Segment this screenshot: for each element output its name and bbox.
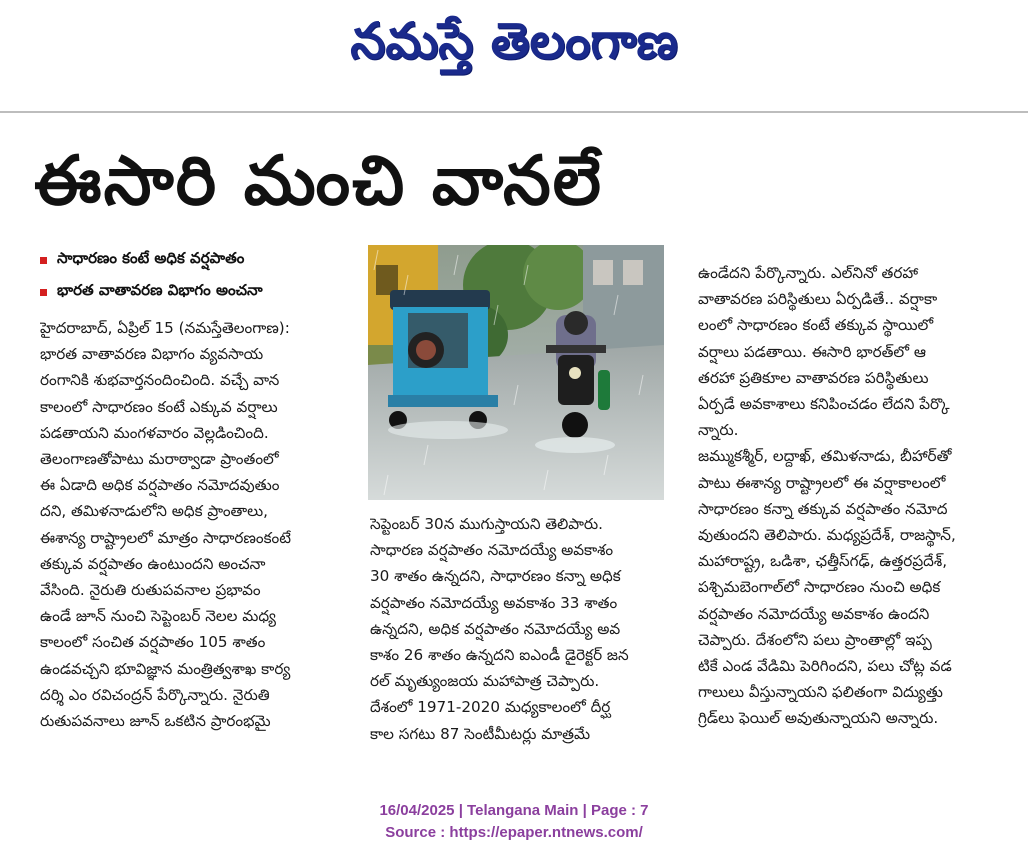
- text-line: ఏర్పడే అవకాశాలు కనిపించడం లేదని పేర్కొ: [698, 395, 950, 414]
- text-line: సెప్టెంబర్ 30న ముగుస్తాయని తెలిపారు.: [370, 515, 604, 533]
- text-line: ఉండే జూన్ నుంచి సెప్టెంబర్ నెలల మధ్య: [40, 607, 276, 626]
- text-line: వాతావరణ పరిస్థితులు ఏర్పడితే.. వర్షాకా: [698, 290, 938, 309]
- text-line: 30 శాతం ఉన్నదని, సాధారణం కన్నా అధిక: [370, 567, 621, 586]
- text-line: భారత వాతావరణ విభాగం వ్యవసాయ: [40, 345, 264, 364]
- text-line: ఈ ఏడాది అధిక వర్షపాతం నమోదవుతుం: [40, 476, 280, 495]
- text-line: లంలో సాధారణం కంటే తక్కువ స్థాయిలో: [698, 316, 934, 335]
- text-line: రల్ మృత్యుంజయ మహాపాత్ర చెప్పారు.: [370, 672, 600, 691]
- text-line: జమ్ముకశ్మీర్, లద్దాఖ్, తమిళనాడు, బీహార్‌తో: [698, 447, 952, 466]
- masthead-logo: నమస్తే తెలంగాణ: [350, 12, 678, 70]
- text-line: దర్శి ఎం రవిచంద్రన్ పేర్కొన్నారు. నైరుతి: [40, 685, 270, 704]
- text-line: పశ్చిమబెంగాల్‌లో సాధారణం నుంచి అధిక: [698, 578, 941, 597]
- text-line: హైదరాబాద్, ఏప్రిల్ 15 (నమస్తేతెలంగాణ):: [40, 319, 290, 337]
- text-line: పాటు ఈశాన్య రాష్ట్రాలలో ఈ వర్షాకాలంలో: [698, 473, 946, 492]
- text-line: వుతుందని తెలిపారు. మధ్యప్రదేశ్, రాజస్థాన్,: [698, 526, 956, 545]
- text-line: కాల సగటు 87 సెంటీమీటర్లు మాత్రమే: [370, 724, 591, 743]
- text-line: కాలంలో సంచిత వర్షపాతం 105 శాతం: [40, 633, 266, 652]
- bullet-text: సాధారణం కంటే అధిక వర్షపాతం: [57, 249, 245, 267]
- bullet-marker: [40, 257, 47, 264]
- text-line: కాశం 26 శాతం ఉన్నదని ఐఎండీ డైరెక్టర్ జన: [370, 646, 629, 665]
- text-line: తక్కువ వర్షపాతం ఉంటుందని అంచనా: [40, 554, 266, 573]
- article-column-3: [698, 260, 994, 732]
- text-line: టికే ఎండ వేడిమి పెరిగిందని, పలు చోట్ల వడ: [698, 657, 952, 676]
- rain-street-illustration: [368, 245, 664, 500]
- bullet-item: [40, 244, 360, 276]
- text-line: దని, తమిళనాడులోని అధిక ప్రాంతాలు,: [40, 502, 268, 521]
- rain-photo: [368, 245, 664, 500]
- bullet-item: [40, 276, 360, 308]
- text-line: చెప్పారు. దేశంలోని పలు ప్రాంతాల్లో ఇప్ప: [698, 630, 932, 649]
- text-line: గాలులు వీస్తున్నాయని ఫలితంగా విద్యుత్తు: [698, 683, 943, 702]
- text-line: రుతుపవనాలు జూన్ ఒకటిన ప్రారంభమై: [40, 712, 271, 731]
- text-line: సాధారణం కన్నా తక్కువ వర్షపాతం నమోద: [698, 499, 948, 518]
- text-line: వర్షపాతం నమోదయ్యే అవకాశం ఉందని: [698, 604, 930, 623]
- bullet-marker: [40, 289, 47, 296]
- article-column-2: [370, 511, 666, 747]
- text-line: సాధారణ వర్షపాతం నమోదయ్యే అవకాశం: [370, 541, 614, 560]
- masthead-divider: [0, 111, 1028, 113]
- text-line: వర్షాలు పడతాయి. ఈసారి భారత్‌లో ఆ: [698, 342, 926, 361]
- article-column-1: [40, 315, 366, 734]
- text-line: పడతాయని మంగళవారం వెల్లడించింది.: [40, 423, 269, 442]
- headline: ఈసారి మంచి వానలే: [34, 142, 603, 221]
- text-line: దేశంలో 1971-2020 మధ్యకాలంలో దీర్ఘ: [370, 698, 611, 717]
- text-line: న్నారు.: [698, 421, 739, 440]
- footer-source-link[interactable]: Source : https://epaper.ntnews.com/: [385, 824, 643, 841]
- text-line: కాలంలో సాధారణం కంటే ఎక్కువ వర్షాలు: [40, 397, 278, 416]
- page-footer: [0, 800, 1028, 844]
- subheadline-bullets: [40, 244, 360, 308]
- text-line: వర్షపాతం నమోదయ్యే అవకాశం 33 శాతం: [370, 593, 618, 612]
- text-line: ఉన్నదని, అధిక వర్షపాతం నమోదయ్యే అవ: [370, 619, 621, 638]
- text-line: తెలంగాణతోపాటు మరాఠ్వాడా ప్రాంతంలో: [40, 450, 279, 469]
- text-line: ఉండేదని పేర్కొన్నారు. ఎల్‌నినో తరహా: [698, 264, 919, 282]
- text-line: ఈశాన్య రాష్ట్రాలలో మాత్రం సాధారణంకంటే: [40, 528, 291, 547]
- text-line: ఉండవచ్చని భూవిజ్ఞాన మంత్రిత్వశాఖ కార్య: [40, 659, 291, 678]
- bullet-text: భారత వాతావరణ విభాగం అంచనా: [57, 281, 263, 299]
- text-line: గ్రిడ్‌లు ఫెయిల్ అవుతున్నాయని అన్నారు.: [698, 709, 939, 728]
- text-line: తరహా ప్రతికూల వాతావరణ పరిస్థితులు: [698, 368, 929, 387]
- text-line: మహారాష్ట్ర, ఒడిశా, ఛత్తీస్‌గఢ్, ఉత్తరప్రదేశ్,: [698, 552, 948, 571]
- text-line: రంగానికి శుభవార్తనందించింది. వచ్చే వాన: [40, 371, 280, 390]
- footer-edition-info: 16/04/2025 | Telangana Main | Page : 7: [379, 802, 649, 819]
- text-line: వేసింది. నైరుతి రుతుపవనాల ప్రభావం: [40, 581, 261, 600]
